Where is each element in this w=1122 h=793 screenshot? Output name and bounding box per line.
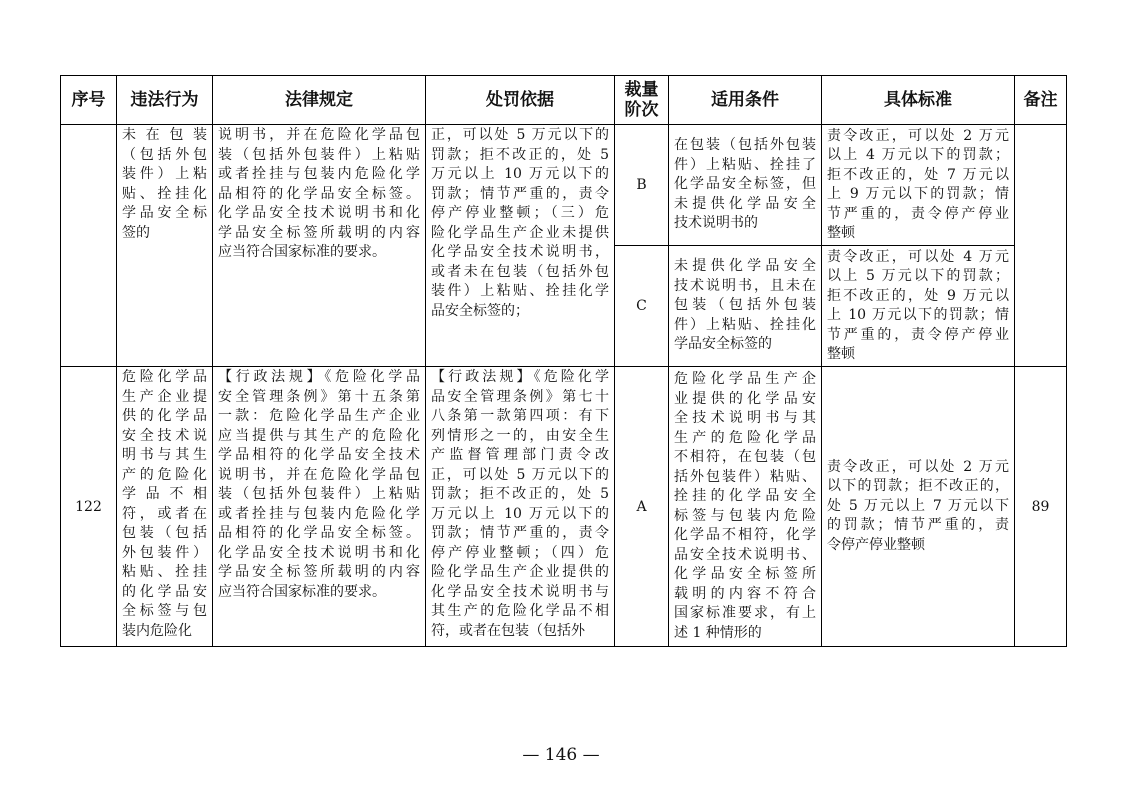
text-line: 不相符，在包装（包 <box>674 449 816 465</box>
text-line: 化学品安全标签所 <box>674 566 816 582</box>
text-line: 化学品不相符，化学 <box>674 527 816 543</box>
text-line: 产的危险化 <box>122 466 207 483</box>
text-line: 或者拴挂与包装内危险化学 <box>218 166 420 182</box>
text-line: 的罚款；情节严重的，责 <box>827 517 1009 534</box>
text-line: 装件）上粘 <box>122 166 207 182</box>
text-line: 品安全技术说明书、 <box>674 546 816 563</box>
standard-text <box>827 127 1009 244</box>
text-line: 【行政法规】《危险化学品 <box>218 369 420 385</box>
violation-text <box>122 368 207 641</box>
text-line: 其生产的危险化学品不相 <box>431 603 609 619</box>
header-violation: 违法行为 <box>117 76 213 125</box>
cell-standard <box>822 367 1015 647</box>
text-line: 说明书，并在危险化学品包 <box>218 466 420 483</box>
header-basis: 处罚依据 <box>426 76 615 125</box>
text-line: 以上 5 万元以下的罚款； <box>827 268 1009 284</box>
text-line: 罚款；情节严重的，责令 <box>431 525 609 541</box>
text-line: 拒不改正的，处 9 万元以 <box>827 287 1009 304</box>
text-line: 应当符合国家标准的要求。 <box>218 244 386 260</box>
violation-text <box>122 126 207 243</box>
text-line: 万元以上 10 万元以下的 <box>431 505 609 522</box>
text-line: 括外包装件）粘贴、 <box>674 468 816 485</box>
cell-violation <box>117 367 213 647</box>
table-row <box>61 125 1067 246</box>
text-line: 符，或者在包装（包括外 <box>431 622 585 639</box>
law-text <box>218 368 420 602</box>
text-line: 装件）上粘贴、拴挂化学 <box>431 283 609 299</box>
page-number: — 146 — <box>522 745 600 765</box>
text-line: 应当提供与其生产的危险化 <box>218 427 420 444</box>
text-line: 装（包括外包装件）上粘贴 <box>218 146 420 163</box>
text-line: 停产停业整顿；（四）危 <box>431 544 609 561</box>
text-line: 件）上粘贴、拴挂化 <box>674 316 816 333</box>
condition-text <box>674 136 816 234</box>
text-line: 万元以上 10 万元以下的 <box>431 166 609 182</box>
text-line: 未提供化学品安全 <box>674 258 816 275</box>
text-line: 拴挂的化学品安全 <box>674 488 816 504</box>
text-line: 全标签与包 <box>122 603 207 619</box>
standard-text <box>827 248 1009 365</box>
cell-violation <box>117 125 213 367</box>
text-line: 学品不相 <box>122 486 207 502</box>
cell-remark <box>1015 125 1067 367</box>
basis-text <box>431 368 609 641</box>
header-row <box>61 76 1067 125</box>
cell-condition <box>669 246 822 367</box>
standard-text <box>827 458 1009 556</box>
text-line: 学品安全标签所载明的内容 <box>218 224 420 241</box>
text-line: 罚款；拒不改正的，处 5 <box>431 146 609 163</box>
condition-text <box>674 257 816 355</box>
text-line: 停产停业整顿；（三）危 <box>431 205 609 221</box>
text-line: 品安全管理条例》第七十 <box>431 388 609 405</box>
cell-standard <box>822 246 1015 367</box>
text-line: 节严重的，责令停产停业 <box>827 326 1009 343</box>
table-row <box>61 367 1067 647</box>
text-line: 以上 4 万元以下的罚款； <box>827 147 1009 163</box>
text-line: 【行政法规】《危险化学 <box>431 369 609 385</box>
text-line: 载明的内容不符合 <box>674 585 816 602</box>
text-line: （包括外包 <box>122 146 207 163</box>
text-line: 述 1 种情形的 <box>674 624 762 641</box>
text-line: 未提供化学品安全 <box>674 195 816 212</box>
text-line: 列情形之一的，由安全生 <box>431 427 609 444</box>
text-line: 上 10 万元以下的罚款；情 <box>827 307 1009 323</box>
text-line: 处 5 万元以上 7 万元以下 <box>827 497 1009 514</box>
text-line: 学品相符的化学品安全技术 <box>218 447 420 463</box>
text-line: 国家标准要求，有上 <box>674 605 816 621</box>
text-line: 贴、拴挂化 <box>122 185 207 202</box>
text-line: 一款：危险化学品生产企业 <box>218 408 420 424</box>
text-line: 正，可以处 5 万元以下的 <box>431 466 609 483</box>
text-line: 供的化学品 <box>122 408 207 424</box>
cell-remark: 89 <box>1015 367 1067 647</box>
header-law: 法律规定 <box>213 76 426 125</box>
text-line: 危险化学品 <box>122 369 207 385</box>
cell-basis <box>426 125 615 367</box>
text-line: 学品安全标签所载明的内容 <box>218 564 420 580</box>
header-seq: 序号 <box>61 76 117 125</box>
text-line: 装（包括外包装件）上粘贴 <box>218 486 420 502</box>
text-line: 危险化学品生产企 <box>674 371 816 387</box>
text-line: 上 9 万元以下的罚款；情 <box>827 186 1009 202</box>
text-line: 正，可以处 5 万元以下的 <box>431 127 609 143</box>
cell-seq: 122 <box>61 367 117 647</box>
text-line: 标签与包装内危险 <box>674 507 816 524</box>
text-line: 品相符的化学品安全标签。 <box>218 525 420 541</box>
header-remark: 备注 <box>1015 76 1067 125</box>
text-line: 罚款；情节严重的，责令 <box>431 185 609 202</box>
cell-condition <box>669 367 822 647</box>
text-line: 险化学品生产企业提供的 <box>431 564 609 580</box>
text-line: 八条第一款第四项：有下 <box>431 408 609 424</box>
text-line: 业提供的化学品安 <box>674 390 816 407</box>
text-line: 整顿 <box>827 225 855 241</box>
text-line: 罚款；拒不改正的，处 5 <box>431 486 609 502</box>
text-line: 说明书，并在危险化学品包 <box>218 127 420 143</box>
cell-law <box>213 367 426 647</box>
basis-text <box>431 126 609 321</box>
text-line: 品安全标签的； <box>431 302 529 319</box>
text-line: 签的 <box>122 224 150 241</box>
text-line: 包装（包括外包装 <box>674 297 816 314</box>
text-line: 的化学品安 <box>122 583 207 600</box>
cell-level: A <box>615 367 669 647</box>
text-line: 符，或者在 <box>122 505 207 522</box>
text-line: 整顿 <box>827 346 855 362</box>
cell-seq <box>61 125 117 367</box>
text-line: 技术说明书的 <box>674 215 758 232</box>
cell-basis <box>426 367 615 647</box>
text-line: 化学品安全技术说明书和化 <box>218 544 420 561</box>
text-line: 产监督管理部门责令改 <box>431 447 609 463</box>
text-line: 品相符的化学品安全标签。 <box>218 185 420 202</box>
cell-condition <box>669 125 822 246</box>
text-line: 化学品安全技术说明书与 <box>431 583 609 600</box>
header-level: 裁量 阶次 <box>615 76 669 125</box>
text-line: 安全技术说 <box>122 427 207 444</box>
text-line: 或者未在包装（包括外包 <box>431 263 609 280</box>
text-line: 化学品安全标签，但 <box>674 176 816 193</box>
text-line: 节严重的，责令停产停业 <box>827 205 1009 222</box>
text-line: 险化学品生产企业未提供 <box>431 224 609 241</box>
text-line: 全技术说明书与其 <box>674 410 816 426</box>
text-line: 安全管理条例》第十五条第 <box>218 388 420 405</box>
text-line: 责令改正，可以处 4 万元 <box>827 248 1009 265</box>
cell-law <box>213 125 426 367</box>
text-line: 明书与其生 <box>122 447 207 463</box>
cell-level: B <box>615 125 669 246</box>
text-line: 以下的罚款；拒不改正的， <box>827 478 1009 495</box>
text-line: 或者拴挂与包装内危险化学 <box>218 505 420 522</box>
text-line: 装内危险化 <box>122 622 192 639</box>
text-line: 未在包装 <box>122 127 207 143</box>
text-line: 学品安全标签的 <box>674 336 772 353</box>
text-line: 外包装件） <box>122 544 207 561</box>
text-line: 应当符合国家标准的要求。 <box>218 583 386 600</box>
text-line: 拒不改正的，处 7 万元以 <box>827 166 1009 183</box>
text-line: 责令改正，可以处 2 万元 <box>827 458 1009 475</box>
text-line: 化学品安全技术说明书和化 <box>218 205 420 221</box>
text-line: 化学品安全技术说明书， <box>431 244 609 260</box>
text-line: 技术说明书，且未在 <box>674 277 816 294</box>
text-line: 件）上粘贴、拴挂了 <box>674 156 816 173</box>
header-condition: 适用条件 <box>669 76 822 125</box>
condition-text <box>674 370 816 643</box>
text-line: 在包装（包括外包装 <box>674 137 816 154</box>
text-line: 责令改正，可以处 2 万元 <box>827 127 1009 144</box>
text-line: 生产企业提 <box>122 388 207 405</box>
law-text <box>218 126 420 263</box>
cell-standard <box>822 125 1015 246</box>
penalty-discretion-table <box>60 75 1067 647</box>
header-standard: 具体标准 <box>822 76 1015 125</box>
text-line: 包装（包括 <box>122 525 207 541</box>
text-line: 粘贴、拴挂 <box>122 564 207 580</box>
text-line: 生产的危险化学品 <box>674 429 816 446</box>
text-line: 学品安全标 <box>122 205 207 221</box>
cell-level: C <box>615 246 669 367</box>
text-line: 令停产停业整顿 <box>827 536 925 553</box>
